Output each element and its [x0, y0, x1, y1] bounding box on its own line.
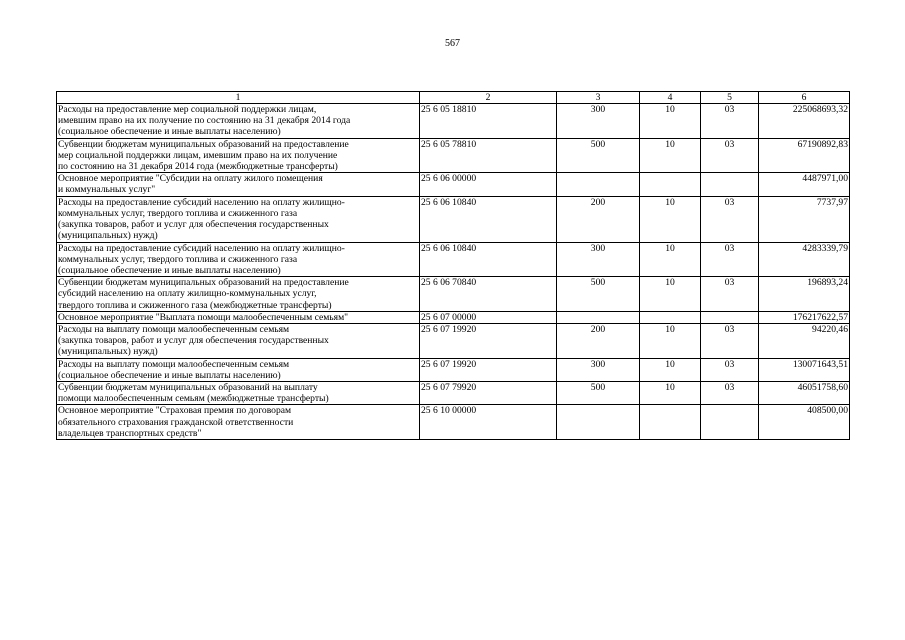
row-amount: 130071643,51 — [759, 358, 850, 381]
row-code: 25 6 07 79920 — [420, 382, 557, 405]
row-name: Основное мероприятие "Страховая премия по договорам обязательного страхования гражданской ответственности владельцев транспортных средств" — [57, 405, 420, 440]
row-col-5: 03 — [701, 242, 759, 277]
row-code: 25 6 10 00000 — [420, 405, 557, 440]
row-col-4 — [640, 405, 701, 440]
row-amount: 46051758,60 — [759, 382, 850, 405]
table-row — [57, 311, 850, 323]
table-row — [57, 242, 850, 277]
table-body — [57, 104, 850, 440]
table-row — [57, 382, 850, 405]
row-col-5: 03 — [701, 324, 759, 359]
row-name: Субвенции бюджетам муниципальных образований на предоставление мер социальной поддержки лицам, имевшим право на их получение по состоянию на 31 декабря 2014 года (межбюджетные трансферты) — [57, 138, 420, 173]
row-amount: 4487971,00 — [759, 173, 850, 196]
row-name: Основное мероприятие "Субсидии на оплату жилого помещения и коммунальных услуг" — [57, 173, 420, 196]
row-col-4: 10 — [640, 196, 701, 242]
row-col-3: 300 — [557, 104, 640, 139]
table-row — [57, 196, 850, 242]
row-col-4: 10 — [640, 104, 701, 139]
budget-table — [56, 91, 850, 440]
row-col-3 — [557, 311, 640, 323]
row-code: 25 6 07 19920 — [420, 358, 557, 381]
row-col-4: 10 — [640, 242, 701, 277]
row-col-3: 300 — [557, 358, 640, 381]
row-col-4 — [640, 311, 701, 323]
row-col-5 — [701, 173, 759, 196]
row-col-5 — [701, 311, 759, 323]
row-amount: 408500,00 — [759, 405, 850, 440]
row-col-3 — [557, 405, 640, 440]
row-amount: 176217622,57 — [759, 311, 850, 323]
row-col-3: 200 — [557, 196, 640, 242]
row-col-4: 10 — [640, 277, 701, 312]
header-col-6: 6 — [759, 92, 850, 104]
row-col-5: 03 — [701, 277, 759, 312]
table-row — [57, 173, 850, 196]
table-row — [57, 277, 850, 312]
header-col-5: 5 — [701, 92, 759, 104]
row-name: Субвенции бюджетам муниципальных образований на выплату помощи малообеспеченным семьям (межбюджетные трансферты) — [57, 382, 420, 405]
row-amount: 94220,46 — [759, 324, 850, 359]
row-name: Основное мероприятие "Выплата помощи малообеспеченным семьям" — [57, 311, 420, 323]
table-row — [57, 324, 850, 359]
table-row — [57, 138, 850, 173]
header-col-1: 1 — [57, 92, 420, 104]
header-col-4: 4 — [640, 92, 701, 104]
row-code: 25 6 06 10840 — [420, 196, 557, 242]
table-header-row — [57, 92, 850, 104]
row-col-5: 03 — [701, 382, 759, 405]
table-row — [57, 104, 850, 139]
row-col-5: 03 — [701, 358, 759, 381]
row-col-3 — [557, 173, 640, 196]
row-amount: 196893,24 — [759, 277, 850, 312]
row-code: 25 6 06 10840 — [420, 242, 557, 277]
row-col-3: 200 — [557, 324, 640, 359]
row-col-3: 500 — [557, 138, 640, 173]
row-name: Расходы на выплату помощи малообеспеченным семьям (социальное обеспечение и иные выплаты населению) — [57, 358, 420, 381]
row-col-5 — [701, 405, 759, 440]
row-name: Расходы на выплату помощи малообеспеченным семьям (закупка товаров, работ и услуг для обеспечения государственных (муниципальных) нужд) — [57, 324, 420, 359]
row-col-3: 500 — [557, 277, 640, 312]
row-col-4: 10 — [640, 382, 701, 405]
row-col-4: 10 — [640, 138, 701, 173]
row-col-5: 03 — [701, 138, 759, 173]
row-amount: 67190892,83 — [759, 138, 850, 173]
page-number: 567 — [445, 38, 460, 49]
row-col-3: 300 — [557, 242, 640, 277]
row-code: 25 6 05 78810 — [420, 138, 557, 173]
table-row — [57, 358, 850, 381]
row-col-4: 10 — [640, 324, 701, 359]
row-name: Расходы на предоставление субсидий населению на оплату жилищно- коммунальных услуг, твердого топлива и сжиженного газа (закупка товаров, работ и услуг для обеспечения государственных (муниципальных) нужд) — [57, 196, 420, 242]
row-amount: 225068693,32 — [759, 104, 850, 139]
table-row — [57, 405, 850, 440]
row-name: Расходы на предоставление субсидий населению на оплату жилищно- коммунальных услуг, твердого топлива и сжиженного газа (социальное обеспечение и иные выплаты населению) — [57, 242, 420, 277]
row-amount: 4283339,79 — [759, 242, 850, 277]
row-col-5: 03 — [701, 104, 759, 139]
row-col-3: 500 — [557, 382, 640, 405]
row-name: Расходы на предоставление мер социальной поддержки лицам, имевшим право на их получение по состоянию на 31 декабря 2014 года (социальное обеспечение и иные выплаты населению) — [57, 104, 420, 139]
row-code: 25 6 06 70840 — [420, 277, 557, 312]
row-amount: 7737,97 — [759, 196, 850, 242]
row-col-4 — [640, 173, 701, 196]
row-code: 25 6 05 18810 — [420, 104, 557, 139]
row-name: Субвенции бюджетам муниципальных образований на предоставление субсидий населению на оплату жилищно-коммунальных услуг, твердого топлива и сжиженного газа (межбюджетные трансферты) — [57, 277, 420, 312]
row-col-5: 03 — [701, 196, 759, 242]
row-code: 25 6 07 19920 — [420, 324, 557, 359]
row-code: 25 6 06 00000 — [420, 173, 557, 196]
header-col-2: 2 — [420, 92, 557, 104]
row-col-4: 10 — [640, 358, 701, 381]
header-col-3: 3 — [557, 92, 640, 104]
row-code: 25 6 07 00000 — [420, 311, 557, 323]
